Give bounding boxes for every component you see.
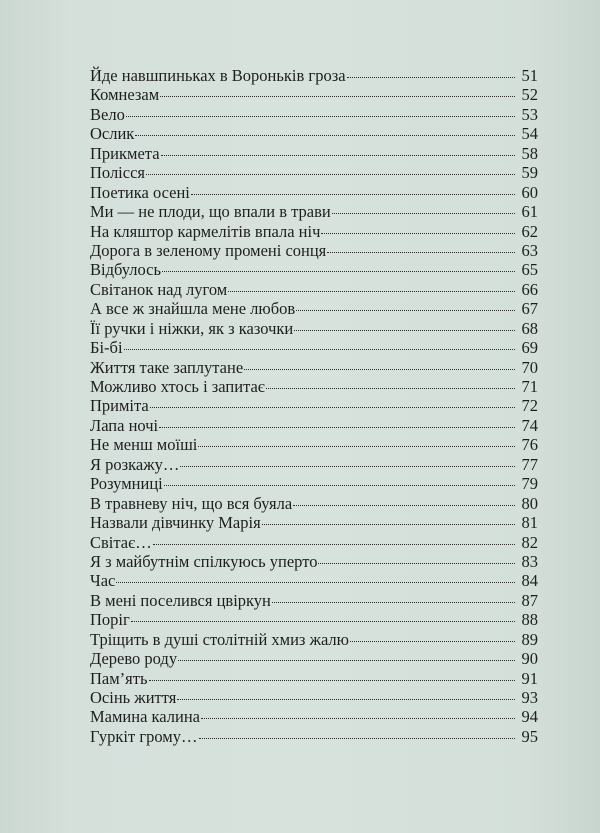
- toc-entry: [90, 416, 538, 435]
- toc-entry-page-number: 51: [521, 66, 538, 85]
- dot-leader: [149, 680, 515, 681]
- toc-entry-title: Світає…: [90, 532, 152, 552]
- toc-entry-title: Полісся: [90, 163, 146, 183]
- dot-leader: [150, 407, 515, 408]
- toc-entry-page-number: 88: [521, 610, 538, 630]
- dot-leader: [124, 349, 515, 350]
- toc-entry-page-number: 93: [521, 688, 538, 707]
- dot-leader: [262, 524, 515, 525]
- toc-entry-page-number: 76: [521, 435, 538, 455]
- toc-entry-title: Приміта: [90, 396, 149, 416]
- toc-entry: [90, 435, 538, 454]
- toc-entry: [90, 202, 538, 221]
- toc-entry-page-number: 83: [521, 551, 538, 571]
- toc-entry-page-number: 89: [521, 629, 538, 649]
- toc-entry-title: Час: [90, 571, 116, 591]
- dot-leader: [244, 369, 515, 370]
- toc-entry: [90, 591, 538, 610]
- toc-entry-title: Вело: [90, 104, 125, 124]
- toc-entry-title: Я розкажу…: [90, 454, 180, 474]
- toc-entry: [90, 533, 538, 552]
- dot-leader: [318, 563, 515, 564]
- toc-entry-page-number: 69: [521, 338, 538, 358]
- dot-leader: [293, 505, 515, 506]
- toc-entry-page-number: 77: [521, 454, 538, 474]
- dot-leader: [160, 96, 515, 97]
- toc-entry: [90, 280, 538, 299]
- toc-entry: [90, 241, 538, 260]
- dot-leader: [347, 77, 515, 78]
- toc-entry-page-number: 71: [521, 377, 538, 396]
- toc-entry-title: Можливо хтось і запитає: [90, 377, 265, 396]
- toc-entry: [90, 396, 538, 415]
- toc-entry: [90, 183, 538, 202]
- dot-leader: [180, 466, 515, 467]
- dot-leader: [135, 135, 515, 136]
- toc-entry-title: Йде навшпиньках в Вороньків гроза: [90, 66, 346, 85]
- toc-entry-title: Мамина калина: [90, 707, 200, 727]
- toc-entry-page-number: 58: [521, 143, 538, 163]
- toc-entry-page-number: 91: [521, 668, 538, 688]
- toc-entry-page-number: 65: [521, 260, 538, 280]
- toc-entry-page-number: 60: [521, 182, 538, 202]
- toc-entry-title: Тріщить в душі столітній хмиз жалю: [90, 629, 349, 649]
- toc-entry-title: Дерево роду: [90, 649, 178, 669]
- toc-entry-page-number: 63: [521, 240, 538, 260]
- toc-entry-title: Розумниці: [90, 474, 163, 494]
- toc-entry: [90, 494, 538, 513]
- toc-entry: [90, 260, 538, 279]
- toc-entry: [90, 630, 538, 649]
- toc-entry: [90, 299, 538, 318]
- dot-leader: [116, 582, 515, 583]
- toc-entry-title: Бі-бі: [90, 338, 123, 358]
- toc-entry-title: В мені поселився цвіркун: [90, 590, 271, 610]
- dot-leader: [177, 699, 515, 700]
- toc-entry-title: Її ручки і ніжки, як з казочки: [90, 318, 294, 338]
- toc-entry-title: Відбулось: [90, 260, 162, 280]
- toc-entry-page-number: 54: [521, 124, 538, 144]
- toc-entry-page-number: 70: [521, 357, 538, 377]
- toc-entry-title: Життя таке заплутане: [90, 357, 244, 377]
- toc-entry: [90, 688, 538, 707]
- dot-leader: [164, 485, 515, 486]
- toc-entry: [90, 707, 538, 726]
- toc-entry: [90, 474, 538, 493]
- dot-leader: [321, 233, 515, 234]
- toc-entry-title: Поетика осені: [90, 182, 190, 202]
- toc-entry: [90, 85, 538, 104]
- toc-entry: [90, 649, 538, 668]
- toc-entry-page-number: 95: [521, 726, 538, 746]
- dot-leader: [327, 252, 515, 253]
- toc-entry: [90, 222, 538, 241]
- dot-leader: [199, 738, 516, 739]
- toc-entry: [90, 124, 538, 143]
- dot-leader: [332, 213, 515, 214]
- dot-leader: [201, 718, 515, 719]
- dot-leader: [159, 427, 515, 428]
- toc-entry: [90, 319, 538, 338]
- toc-entry-page-number: 90: [521, 649, 538, 669]
- toc-entry: [90, 727, 538, 746]
- dot-leader: [350, 641, 515, 642]
- dot-leader: [266, 388, 515, 389]
- dot-leader: [191, 194, 515, 195]
- toc-entry: [90, 358, 538, 377]
- toc-entry: [90, 66, 538, 85]
- toc-entry-page-number: 81: [521, 513, 538, 533]
- toc-entry-page-number: 84: [521, 571, 538, 591]
- dot-leader: [146, 174, 515, 175]
- toc-entry-page-number: 62: [521, 221, 538, 241]
- toc-entry-title: Ослик: [90, 124, 135, 144]
- dot-leader: [272, 602, 515, 603]
- toc-entry-page-number: 80: [521, 493, 538, 513]
- toc-entry: [90, 144, 538, 163]
- toc-entry-title: Світанок над лугом: [90, 279, 228, 299]
- toc-entry-page-number: 61: [521, 202, 538, 222]
- toc-entry-title: Осінь життя: [90, 688, 177, 707]
- toc-entry-page-number: 94: [521, 707, 538, 727]
- toc-entry-page-number: 82: [521, 532, 538, 552]
- toc-entry-title: Пам’ять: [90, 668, 148, 688]
- dot-leader: [296, 310, 515, 311]
- dot-leader: [131, 621, 515, 622]
- toc-entry: [90, 513, 538, 532]
- toc-entry-title: Назвали дівчинку Марія: [90, 513, 261, 533]
- toc-entry-title: Комнезам: [90, 85, 160, 105]
- toc-entry: [90, 610, 538, 629]
- toc-entry-page-number: 68: [521, 318, 538, 338]
- toc-entry-title: На кляштор кармелітів впала ніч: [90, 221, 321, 241]
- toc-entry-title: Прикмета: [90, 143, 160, 163]
- toc-entry-title: Ми — не плоди, що впали в трави: [90, 202, 331, 222]
- toc-entry: [90, 377, 538, 396]
- toc-entry: [90, 338, 538, 357]
- toc-entry: [90, 552, 538, 571]
- toc-entry-page-number: 53: [521, 104, 538, 124]
- toc-entry-page-number: 79: [521, 474, 538, 494]
- toc-entry-page-number: 59: [521, 163, 538, 183]
- dot-leader: [126, 116, 515, 117]
- toc-entry-title: Не менш моїші: [90, 435, 198, 455]
- dot-leader: [162, 271, 515, 272]
- toc-entry-title: Поріг: [90, 610, 130, 630]
- toc-entry-title: Я з майбутнім спілкуюсь уперто: [90, 551, 318, 571]
- toc-entry-page-number: 52: [521, 85, 538, 105]
- toc-entry-page-number: 74: [521, 415, 538, 435]
- toc-entry-title: А все ж знайшла мене любов: [90, 299, 296, 319]
- toc-entry: [90, 163, 538, 182]
- dot-leader: [294, 330, 515, 331]
- toc-entry-page-number: 67: [521, 299, 538, 319]
- toc-entry-title: Лапа ночі: [90, 415, 159, 435]
- toc-entry-page-number: 72: [521, 396, 538, 416]
- toc-entry: [90, 669, 538, 688]
- toc-entry: [90, 105, 538, 124]
- toc-entry: [90, 455, 538, 474]
- toc-entry-page-number: 66: [521, 279, 538, 299]
- toc-entry-page-number: 87: [521, 590, 538, 610]
- toc-entry-title: В травневу ніч, що вся буяла: [90, 493, 293, 513]
- toc-entry-title: Дорога в зеленому промені сонця: [90, 240, 327, 260]
- toc-entry: [90, 571, 538, 590]
- dot-leader: [161, 155, 515, 156]
- dot-leader: [153, 544, 515, 545]
- toc-entry-title: Гуркіт грому…: [90, 726, 198, 746]
- dot-leader: [198, 446, 515, 447]
- dot-leader: [178, 660, 515, 661]
- table-of-contents: [90, 66, 538, 746]
- dot-leader: [228, 291, 515, 292]
